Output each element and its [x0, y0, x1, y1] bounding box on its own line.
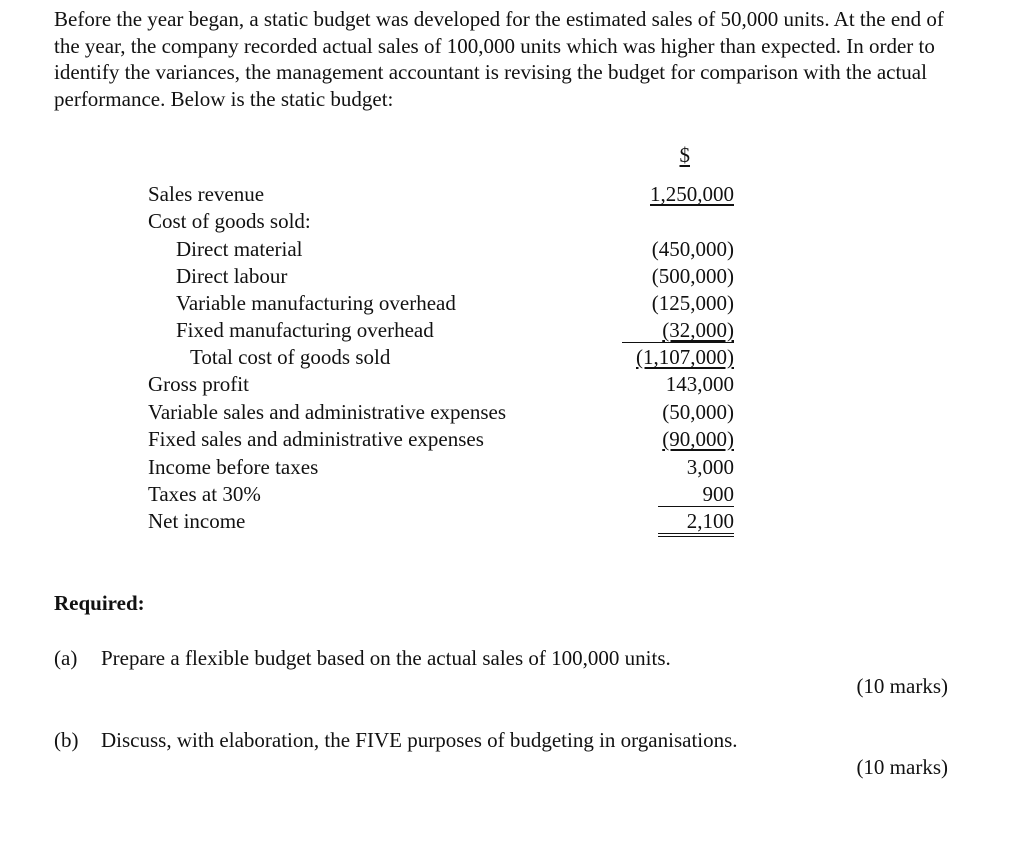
budget-row-cost-of-goods-sold [0, 208, 1024, 235]
row-amount: (500,000) [651, 264, 734, 288]
net-income-double-rule-top [658, 533, 734, 534]
taxes-rule [658, 506, 734, 507]
budget-row-variable-manufacturing-overhead [0, 290, 1024, 317]
row-amount: (450,000) [651, 237, 734, 261]
row-amount: (50,000) [662, 400, 734, 424]
required-heading: Required: [54, 591, 145, 615]
row-amount: (32,000) [662, 318, 734, 342]
question-a-letter: (a) [54, 646, 78, 670]
row-amount: 900 [702, 482, 734, 506]
net-income-double-rule-bottom [658, 536, 734, 537]
row-label: Cost of goods sold: [148, 209, 311, 233]
budget-row-fixed-manufacturing-overhead [0, 317, 1024, 344]
row-amount: 143,000 [665, 372, 734, 396]
row-label: Sales revenue [148, 182, 265, 206]
budget-row-sales-revenue [0, 181, 1024, 208]
row-amount: 2,100 [686, 509, 734, 533]
intro-paragraph: Before the year began, a static budget was developed for the estimated sales of 50,000 units. At the end of the year, the company recorded actual sales of 100,000 units which was higher than expected. In order to identify the variances, the management accountant is revising the budget for comparison with the actual performance. Below is the static budget: [54, 7, 944, 111]
row-label: Variable sales and administrative expenses [148, 400, 507, 424]
budget-row-direct-material [0, 236, 1024, 263]
budget-row-total-cost-of-goods-sold [0, 344, 1024, 371]
row-amount: (90,000) [662, 427, 734, 451]
budget-row-fixed-sales-admin [0, 426, 1024, 453]
row-label: Variable manufacturing overhead [176, 291, 456, 315]
budget-row-income-before-taxes [0, 454, 1024, 481]
currency-header-row [0, 142, 1024, 169]
row-amount: (125,000) [651, 291, 734, 315]
budget-row-direct-labour [0, 263, 1024, 290]
question-a-marks: (10 marks) [856, 674, 948, 698]
row-label: Fixed sales and administrative expenses [148, 427, 484, 451]
row-label: Gross profit [148, 372, 249, 396]
question-a-text: Prepare a flexible budget based on the actual sales of 100,000 units. [101, 646, 671, 670]
budget-row-variable-sales-admin [0, 399, 1024, 426]
row-label: Direct labour [176, 264, 288, 288]
currency-header: $ [679, 143, 690, 167]
row-label: Taxes at 30% [148, 482, 261, 506]
question-b-marks: (10 marks) [856, 755, 948, 779]
budget-row-taxes [0, 481, 1024, 508]
row-amount: 1,250,000 [650, 182, 734, 206]
budget-row-gross-profit [0, 371, 1024, 398]
row-label: Income before taxes [148, 455, 319, 479]
question-b-text: Discuss, with elaboration, the FIVE purposes of budgeting in organisations. [101, 728, 738, 752]
question-b-letter: (b) [54, 728, 79, 752]
row-label: Fixed manufacturing overhead [176, 318, 434, 342]
row-amount: (1,107,000) [636, 345, 734, 369]
row-label: Total cost of goods sold [190, 345, 391, 369]
budget-row-net-income [0, 508, 1024, 535]
subtotal-rule [622, 342, 734, 343]
row-amount: 3,000 [686, 455, 734, 479]
row-label: Direct material [176, 237, 303, 261]
row-label: Net income [148, 509, 246, 533]
